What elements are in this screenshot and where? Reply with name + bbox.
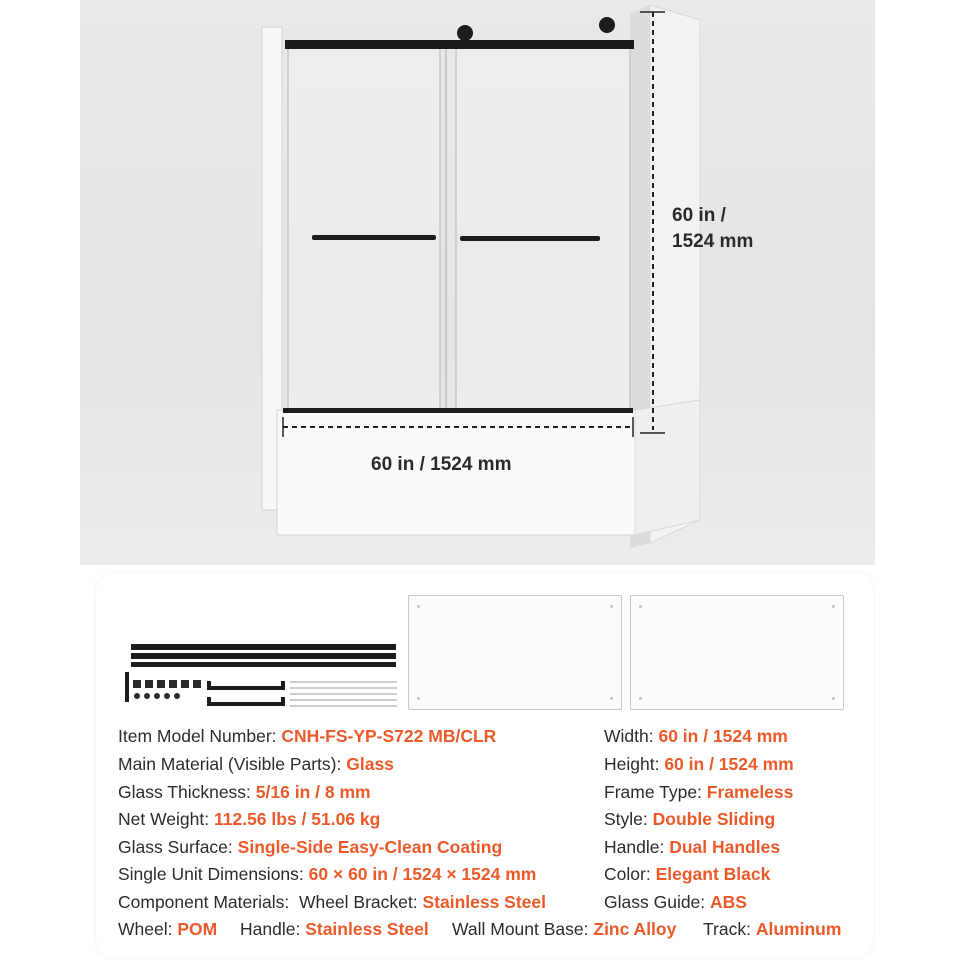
- height-line-2: 1524 mm: [672, 230, 754, 252]
- spec-color: Color: Elegant Black: [604, 864, 771, 884]
- spec-wheel: Wheel: POM: [118, 919, 218, 939]
- wheel-bracket-label: Wheel Bracket:: [298, 892, 418, 912]
- spec-height: Height: 60 in / 1524 mm: [604, 754, 794, 774]
- glass-panel-image-right: [630, 595, 844, 710]
- handle-bar: [460, 236, 600, 241]
- glass-panel-right: [456, 45, 630, 411]
- spec-width: Width: 60 in / 1524 mm: [604, 726, 788, 746]
- bathtub-side: [635, 400, 700, 535]
- top-track: [285, 40, 634, 49]
- spec-wall-mount-base: Wall Mount Base: Zinc Alloy: [452, 919, 677, 939]
- glass-panel-left: [288, 45, 440, 411]
- spec-model-number: Item Model Number: CNH-FS-YP-S722 MB/CLR: [118, 726, 497, 746]
- roller: [599, 17, 615, 33]
- spec-glass-guide: Glass Guide: ABS: [604, 892, 747, 912]
- spec-handle-material: Handle: Stainless Steel: [240, 919, 429, 939]
- spec-main-material: Main Material (Visible Parts): Glass: [118, 754, 394, 774]
- height-line-1: 60 in /: [672, 205, 726, 226]
- glass-panel-image-left: [408, 595, 622, 710]
- spec-unit-dimensions: Single Unit Dimensions: 60 × 60 in / 1524 × 1524 mm: [118, 864, 537, 884]
- spec-track: Track: Aluminum: [703, 919, 842, 939]
- width-dimension-label: 60 in / 1524 mm: [371, 454, 512, 475]
- roller: [457, 25, 473, 41]
- bottom-guide: [283, 408, 633, 413]
- spec-glass-surface: Glass Surface: Single-Side Easy-Clean Coating: [118, 837, 503, 857]
- hardware-parts-image: [125, 640, 400, 715]
- height-dimension-label: [672, 203, 753, 254]
- handle-bar: [312, 235, 436, 240]
- spec-net-weight: Net Weight: 112.56 lbs / 51.06 kg: [118, 809, 381, 829]
- spec-glass-thickness: Glass Thickness: 5/16 in / 8 mm: [118, 782, 371, 802]
- spec-handle: Handle: Dual Handles: [604, 837, 781, 857]
- spec-component-materials: Component Materials: Wheel Bracket: Stainless Steel: [118, 892, 547, 912]
- wheel-bracket-value: Stainless Steel: [422, 892, 547, 912]
- spec-style: Style: Double Sliding: [604, 809, 776, 829]
- spec-frame-type: Frame Type: Frameless: [604, 782, 794, 802]
